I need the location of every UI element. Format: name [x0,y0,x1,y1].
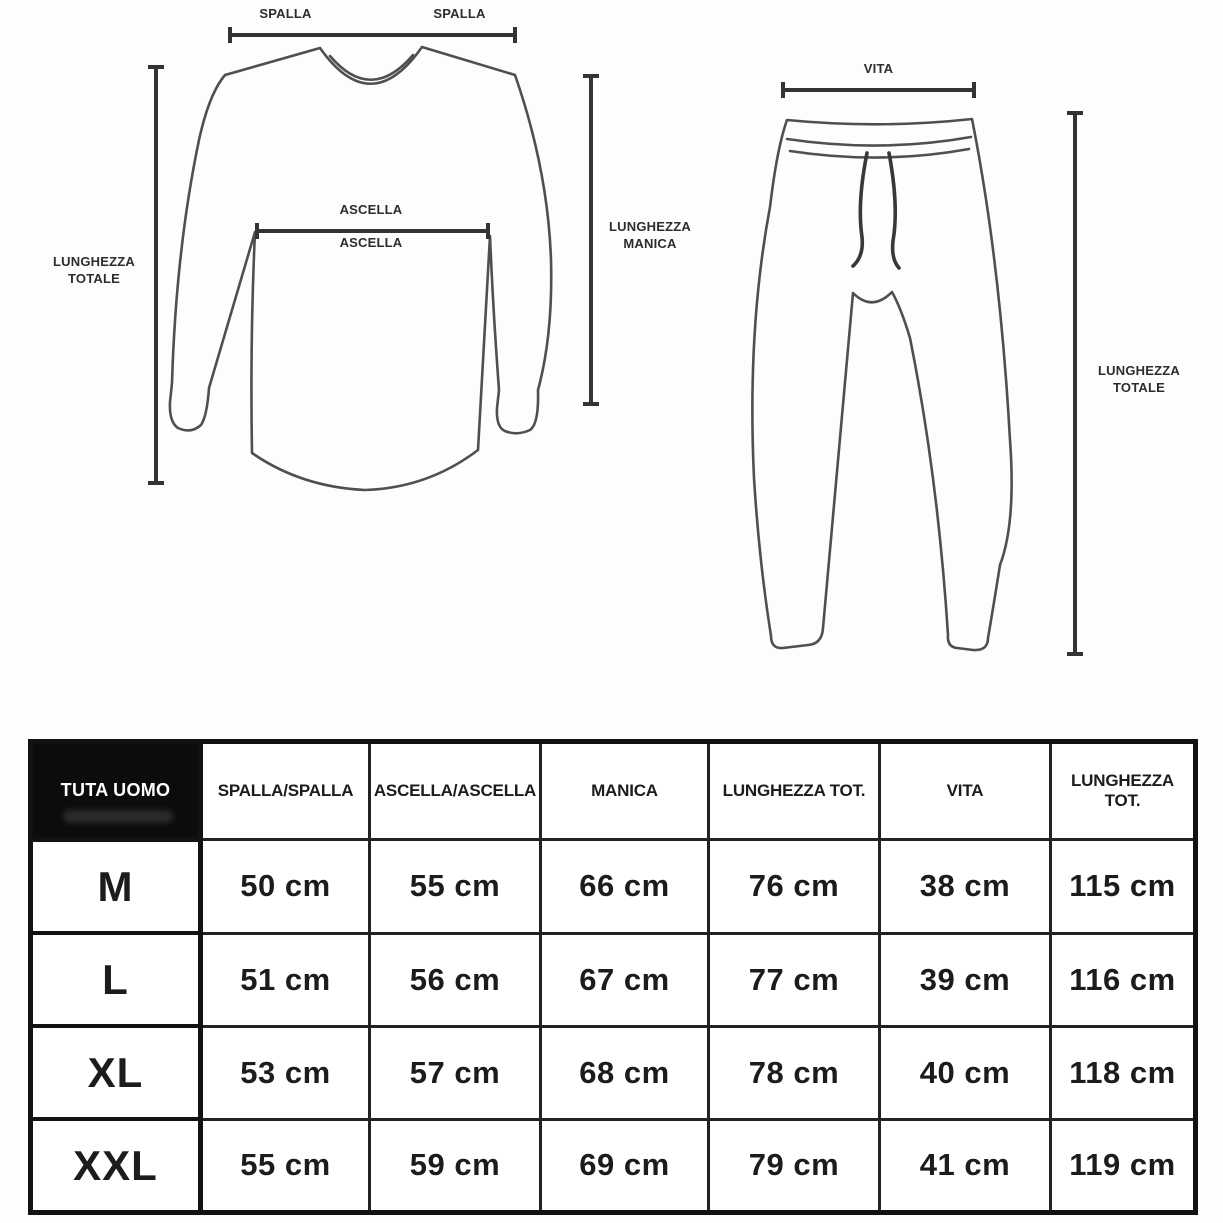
shirt-length-label-line1: LUNGHEZZA [53,254,135,269]
size-label-xl: XL [31,1026,201,1119]
value-cell: 119 cm [1051,1119,1196,1213]
pants-length-label [1078,363,1200,397]
value-cell: 51 cm [201,933,370,1026]
pants-length-label-line2: TOTALE [1113,379,1165,395]
value-cell: 77 cm [709,933,880,1026]
size-label-xxl: XXL [31,1119,201,1213]
waist-label: VITA [863,61,894,76]
value-cell: 66 cm [541,840,709,934]
value-cell: 78 cm [709,1026,880,1119]
value-cell: 50 cm [201,840,370,934]
table-row-xxl [31,1119,1196,1213]
value-cell: 41 cm [880,1119,1051,1213]
value-cell: 56 cm [370,933,541,1026]
chest-label-bottom: ASCELLA [339,235,403,250]
column-header-vita: VITA [880,742,1051,840]
column-header-lunghezza-tot-pants: LUNGHEZZA TOT. [1051,742,1196,840]
pants-length-label-line1: LUNGHEZZA [1098,363,1180,378]
column-header-spalla: SPALLA/SPALLA [201,742,370,840]
value-cell: 76 cm [709,840,880,934]
value-cell: 55 cm [201,1119,370,1213]
value-cell: 79 cm [709,1119,880,1213]
table-header-row [31,742,1196,840]
column-header-lunghezza-tot: LUNGHEZZA TOT. [709,742,880,840]
shirt-length-label [33,254,155,288]
sweatshirt-drawing [170,47,551,490]
table-title-cell [31,742,201,840]
value-cell: 69 cm [541,1119,709,1213]
value-cell: 39 cm [880,933,1051,1026]
redacted-smudge [63,810,173,823]
sleeve-length-label-line1: LUNGHEZZA [609,219,691,234]
shoulder-label-right: SPALLA [433,6,486,21]
size-label-m: M [31,840,201,934]
value-cell: 67 cm [541,933,709,1026]
chest-label-top: ASCELLA [339,202,403,217]
value-cell: 68 cm [541,1026,709,1119]
shirt-length-label-line2: TOTALE [68,270,120,286]
table-title: TUTA UOMO [60,780,171,800]
size-table [28,739,1198,1215]
value-cell: 53 cm [201,1026,370,1119]
sleeve-length-label [596,219,704,253]
sleeve-length-label-line2: MANICA [623,235,677,251]
waist-measure-line [783,82,974,98]
value-cell: 57 cm [370,1026,541,1119]
value-cell: 115 cm [1051,840,1196,934]
value-cell: 116 cm [1051,933,1196,1026]
value-cell: 38 cm [880,840,1051,934]
value-cell: 59 cm [370,1119,541,1213]
drawstring-drawing [853,153,899,268]
table-row-l [31,933,1196,1026]
value-cell: 40 cm [880,1026,1051,1119]
pants-drawing [752,119,1011,650]
size-label-l: L [31,933,201,1026]
value-cell: 55 cm [370,840,541,934]
value-cell: 118 cm [1051,1026,1196,1119]
shoulder-measure-line [230,27,515,43]
table-row-m [31,840,1196,934]
column-header-manica: MANICA [541,742,709,840]
shoulder-label-left: SPALLA [259,6,312,21]
table-row-xl [31,1026,1196,1119]
column-header-ascella: ASCELLA/ASCELLA [370,742,541,840]
